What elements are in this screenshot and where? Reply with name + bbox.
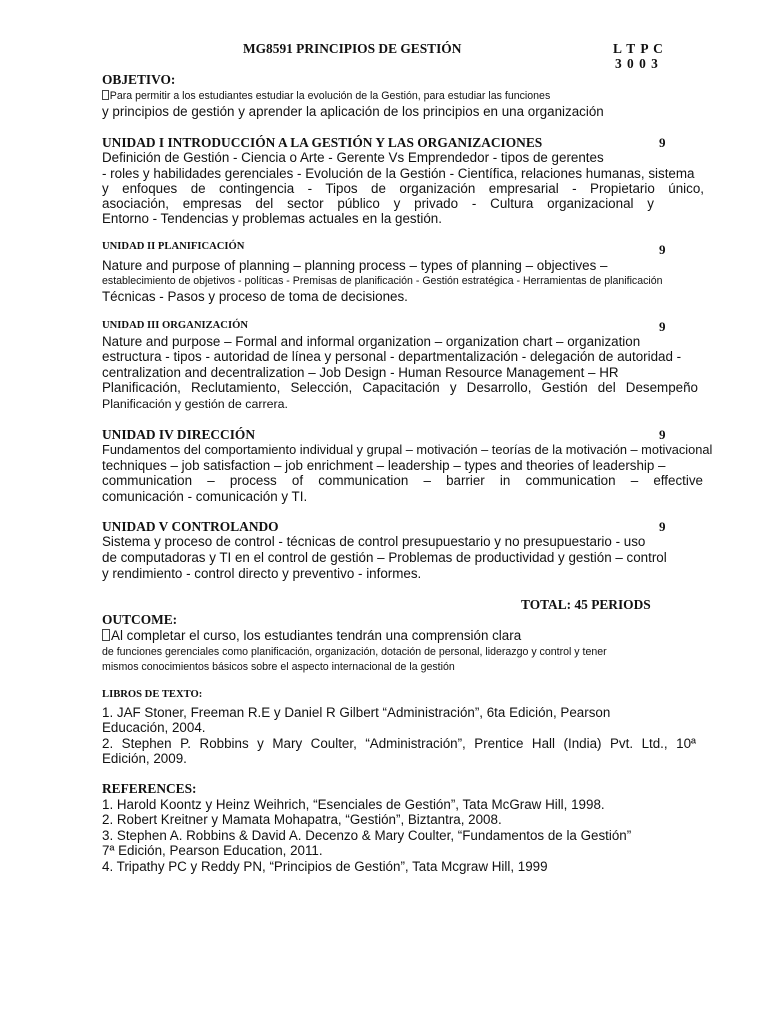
outcome-line-1: Al completar el curso, los estudiantes tendrán una comprensión clara bbox=[102, 628, 521, 644]
unit-3-heading: UNIDAD III ORGANIZACIÓN bbox=[102, 320, 248, 331]
unit-1-line: - roles y habilidades gerenciales - Evolución de la Gestión - Científica, relaciones humanas, sistema bbox=[102, 166, 695, 181]
unit-2-line: establecimiento de objetivos - políticas - Premisas de planificación - Gestión estratégica - Herramientas de planificación bbox=[102, 275, 663, 287]
outcome-line-3: mismos conocimientos básicos sobre el aspecto internacional de la gestión bbox=[102, 661, 455, 673]
textbooks-heading: LIBROS DE TEXTO: bbox=[102, 689, 203, 700]
unit-3-hours: 9 bbox=[659, 319, 666, 334]
reference-line: 2. Robert Kreitner y Mamata Mohapatra, “Gestión”, Biztantra, 2008. bbox=[102, 812, 502, 827]
unit-4-line: Fundamentos del comportamiento individual y grupal – motivación – teorías de la motivación – motivacional bbox=[102, 442, 713, 457]
unit-2-line: Técnicas - Pasos y proceso de toma de decisiones. bbox=[102, 289, 408, 304]
course-title: MG8591 PRINCIPIOS DE GESTIÓN bbox=[243, 41, 462, 56]
ltpc-label: L T P C bbox=[613, 41, 664, 56]
unit-3-line: Nature and purpose – Formal and informal organization – organization chart – organization bbox=[102, 334, 641, 349]
unit-5-line: de computadoras y TI en el control de gestión – Problemas de productividad y gestión – control bbox=[102, 550, 667, 565]
reference-line: 4. Tripathy PC y Reddy PN, “Principios de Gestión”, Tata Mcgraw Hill, 1999 bbox=[102, 859, 548, 874]
unit-2-line: Nature and purpose of planning – planning process – types of planning – objectives – bbox=[102, 258, 608, 273]
ltpc-values: 3 0 0 3 bbox=[615, 56, 659, 71]
unit-3-line: centralization and decentralization – Job Design - Human Resource Management – HR bbox=[102, 365, 619, 380]
reference-line: 7ª Edición, Pearson Education, 2011. bbox=[102, 843, 323, 858]
missing-glyph-icon bbox=[102, 629, 110, 641]
objective-line-2: y principios de gestión y aprender la aplicación de los principios en una organización bbox=[102, 104, 604, 119]
textbook-line: 2. Stephen P. Robbins y Mary Coulter, “Administración”, Prentice Hall (India) Pvt. Ltd., 10ª bbox=[102, 736, 696, 751]
unit-4-line: techniques – job satisfaction – job enrichment – leadership – types and theories of leadership – bbox=[102, 458, 666, 473]
unit-1-heading: UNIDAD I INTRODUCCIÓN A LA GESTIÓN Y LAS ORGANIZACIONES bbox=[102, 135, 543, 150]
unit-1-line: y enfoques de contingencia - Tipos de organización empresarial - Propietario único, bbox=[102, 181, 704, 196]
reference-line: 1. Harold Koontz y Heinz Weihrich, “Esenciales de Gestión”, Tata McGraw Hill, 1998. bbox=[102, 797, 605, 812]
outcome-line-2: de funciones gerenciales como planificación, organización, dotación de personal, liderazgo y control y tener bbox=[102, 646, 607, 658]
textbook-line: Educación, 2004. bbox=[102, 720, 206, 735]
unit-5-line: Sistema y proceso de control - técnicas de control presupuestario y no presupuestario - uso bbox=[102, 534, 646, 549]
unit-5-line: y rendimiento - control directo y preventivo - informes. bbox=[102, 566, 422, 581]
unit-3-line: Planificación y gestión de carrera. bbox=[102, 397, 288, 411]
reference-line: 3. Stephen A. Robbins & David A. Decenzo & Mary Coulter, “Fundamentos de la Gestión” bbox=[102, 828, 632, 843]
textbook-line: 1. JAF Stoner, Freeman R.E y Daniel R Gilbert “Administración”, 6ta Edición, Pearson bbox=[102, 705, 611, 720]
unit-1-line: Definición de Gestión - Ciencia o Arte - Gerente Vs Emprendedor - tipos de gerentes bbox=[102, 150, 604, 165]
unit-1-hours: 9 bbox=[659, 135, 666, 150]
unit-1-line: asociación, empresas del sector público y privado - Cultura organizacional y bbox=[102, 196, 654, 211]
unit-3-line: Planificación, Reclutamiento, Selección, Capacitación y Desarrollo, Gestión del Desempeño bbox=[102, 380, 698, 395]
outcome-heading: OUTCOME: bbox=[102, 612, 178, 627]
unit-4-line: comunicación - comunicación y TI. bbox=[102, 489, 308, 504]
unit-5-heading: UNIDAD V CONTROLANDO bbox=[102, 519, 279, 534]
unit-5-hours: 9 bbox=[659, 519, 666, 534]
unit-4-line: communication – process of communication – barrier in communication – effective bbox=[102, 473, 703, 488]
unit-1-line: Entorno - Tendencias y problemas actuales en la gestión. bbox=[102, 211, 442, 226]
references-heading: REFERENCES: bbox=[102, 781, 197, 796]
unit-4-heading: UNIDAD IV DIRECCIÓN bbox=[102, 427, 256, 442]
unit-3-line: estructura - tipos - autoridad de línea y personal - departmentalización - delegación de autoridad - bbox=[102, 349, 682, 364]
objective-line-1: Para permitir a los estudiantes estudiar la evolución de la Gestión, para estudiar las funciones bbox=[102, 88, 550, 104]
missing-glyph-icon bbox=[102, 90, 109, 100]
total-periods: TOTAL: 45 PERIODS bbox=[521, 597, 651, 612]
textbook-line: Edición, 2009. bbox=[102, 751, 187, 766]
unit-2-heading: UNIDAD II PLANIFICACIÓN bbox=[102, 241, 245, 252]
unit-4-hours: 9 bbox=[659, 427, 666, 442]
unit-2-hours: 9 bbox=[659, 242, 666, 257]
objective-heading: OBJETIVO: bbox=[102, 72, 176, 87]
